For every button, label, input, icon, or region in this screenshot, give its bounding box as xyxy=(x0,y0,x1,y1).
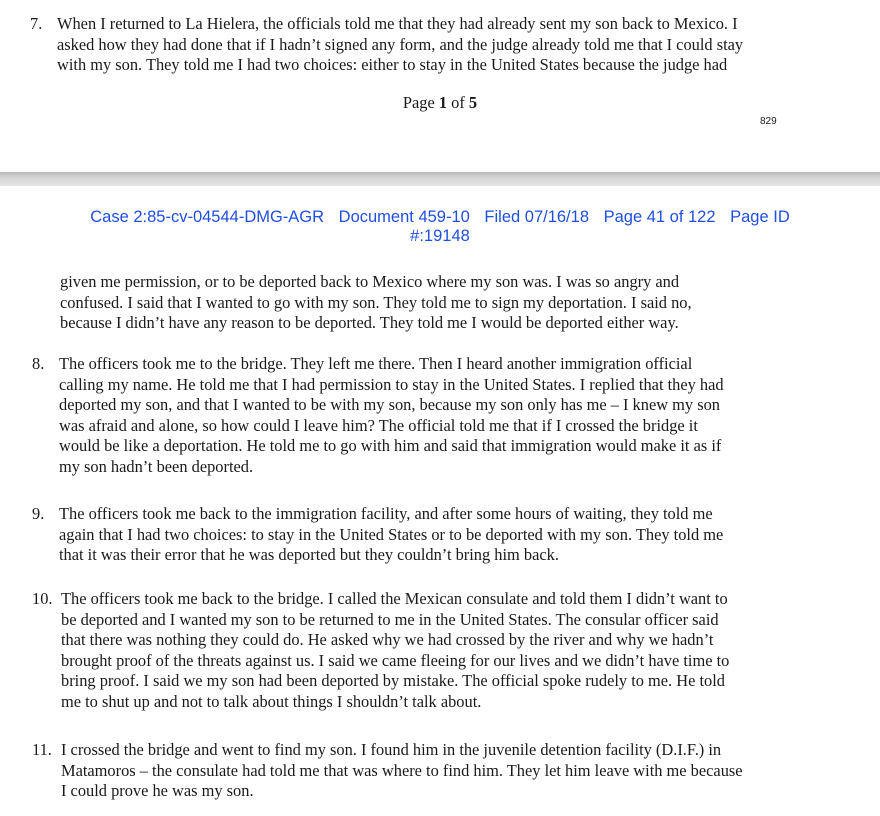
continuation-paragraph xyxy=(60,272,692,334)
page-current: 1 xyxy=(438,93,448,112)
court-filing-header xyxy=(0,208,880,246)
paragraph-11 xyxy=(32,740,743,802)
text-line: brought proof of the threats against us. I said we came fleeing for our lives and we didn’t have time to xyxy=(61,650,730,670)
text-line: be deported and I wanted my son to be returned to me in the United States. The consular officer said xyxy=(61,609,719,629)
document-number: Document 459-10 xyxy=(338,208,470,226)
paragraph-number: 7. xyxy=(30,14,43,33)
paragraph-9 xyxy=(32,504,723,566)
page-id-label: Page ID xyxy=(730,208,790,226)
page-id-value: #:19148 xyxy=(410,227,470,245)
paragraph-7 xyxy=(30,14,743,76)
page-number xyxy=(0,93,880,113)
text-line: was afraid and alone, so how could I leave him? The official told me that if I crossed the bridge it xyxy=(59,415,698,435)
text-line: deported my son, and that I wanted to be with my son, because my son only has me – I knew my son xyxy=(59,395,720,415)
text-line: given me permission, or to be deported back to Mexico where my son was. I was so angry and xyxy=(60,272,680,291)
paragraph-number: 8. xyxy=(32,354,45,373)
page-label: Page xyxy=(402,93,435,112)
text-line: Matamoros – the consulate had told me that was where to find him. They let him leave with me because xyxy=(61,760,743,780)
text-line: my son hadn’t been deported. xyxy=(59,456,254,476)
page-divider xyxy=(0,172,880,186)
case-number: Case 2:85-cv-04544-DMG-AGR xyxy=(90,208,325,226)
text-line: The officers took me back to the immigration facility, and after some hours of waiting, they told me xyxy=(59,504,713,523)
filed-date: Filed 07/16/18 xyxy=(484,208,589,226)
text-line: that there was nothing they could do. He asked why we had crossed by the river and why we hadn’t xyxy=(61,630,714,650)
page-of: of xyxy=(451,93,465,112)
text-line: When I returned to La Hielera, the officials told me that they had already sent my son back to Mexico. I xyxy=(57,14,738,33)
text-line: because I didn’t have any reason to be deported. They told me I would be deported either way. xyxy=(60,313,679,333)
text-line: with my son. They told me I had two choices: either to stay in the United States because the judge had xyxy=(57,55,728,75)
text-line: that it was their error that he was deported but they couldn’t bring him back. xyxy=(59,545,559,565)
text-line: confused. I said that I wanted to go with my son. They told me to sign my deportation. I said no, xyxy=(60,292,692,312)
text-line: calling my name. He told me that I had permission to stay in the United States. I replied that they had xyxy=(59,374,724,394)
page-count: Page 41 of 122 xyxy=(603,208,716,226)
text-line: The officers took me to the bridge. They left me there. Then I heard another immigration official xyxy=(59,354,693,373)
text-line: I could prove he was my son. xyxy=(61,781,254,801)
page-total: 5 xyxy=(468,93,478,112)
paragraph-number: 11. xyxy=(32,740,52,759)
text-line: me to shut up and not to talk about things I shouldn’t talk about. xyxy=(61,691,482,711)
text-line: bring proof. I said we my son had been deported by mistake. The official spoke rudely to me. He told xyxy=(61,671,725,691)
paragraph-number: 10. xyxy=(32,589,53,608)
paragraph-number: 9. xyxy=(32,504,45,523)
text-line: again that I had two choices: to stay in the United States or to be deported with my son. They told me xyxy=(59,524,724,544)
paragraph-10 xyxy=(32,589,729,713)
bates-number: 829 xyxy=(760,116,777,127)
text-line: asked how they had done that if I hadn’t signed any form, and the judge already told me that I could stay xyxy=(57,34,744,54)
text-line: would be like a deportation. He told me to go with him and said that immigration would make it as if xyxy=(59,436,722,456)
text-line: I crossed the bridge and went to find my son. I found him in the juvenile detention facility (D.I.F.) in xyxy=(61,740,722,759)
paragraph-8 xyxy=(32,354,724,478)
text-line: The officers took me back to the bridge. I called the Mexican consulate and told them I didn’t want to xyxy=(61,589,728,608)
previous-page xyxy=(0,0,880,172)
